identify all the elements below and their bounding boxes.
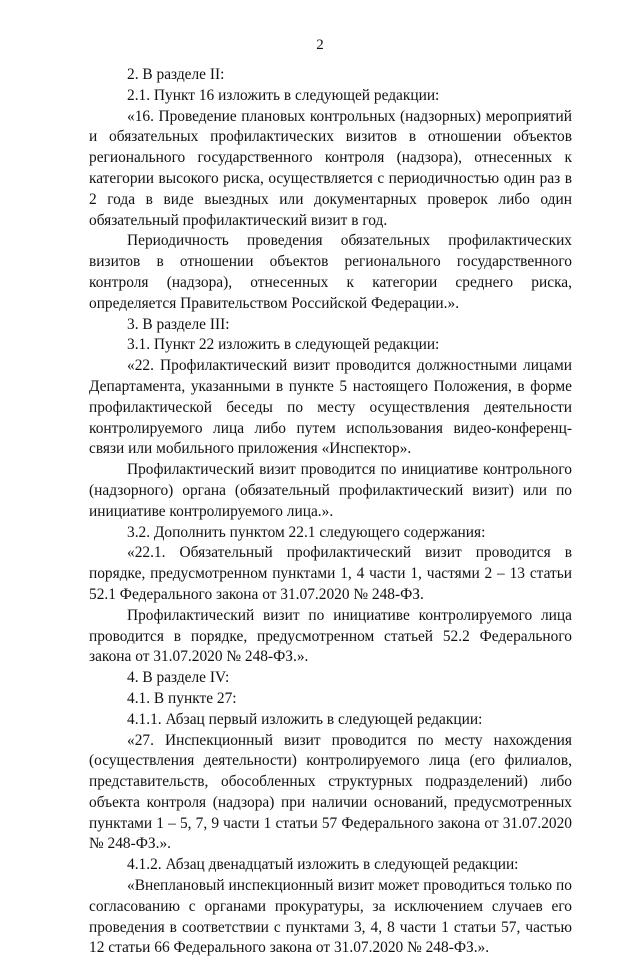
section-heading: 3. В разделе III: [127, 315, 230, 333]
amendment-instruction: 4.1.2. Абзац двенадцатый изложить в следующей редакции: [127, 856, 519, 874]
amendment-paragraph: «27. Инспекционный визит проводится по месту нахождения (осуществления деятельности) контролируемого лица (его филиалов, представительств, обособленных структурных подразделений) либо объекта контроля (надзора) при наличии оснований, предусмотренных пунктами 1 – 5, 7, 9 части 1 статьи 57 Федерального закона от 31.07.2020 № 248-ФЗ.». [89, 731, 572, 853]
amendment-paragraph: «22.1. Обязательный профилактический визит проводится в порядке, предусмотренном пунктами 1, 4 части 1, частями 2 – 13 статьи 52.1 Федерального закона от 31.07.2020 № 248-ФЗ. [89, 544, 572, 603]
amendment-instruction: 4.1. В пункте 27: [127, 689, 237, 707]
amendment-instruction: 3.1. Пункт 22 изложить в следующей редакции: [127, 336, 440, 354]
amendment-paragraph: Периодичность проведения обязательных профилактических визитов в отношении объектов регионального государственного контроля (надзора), отнесенных к категории среднего риска, определяется Правительством Российской Федерации.». [89, 232, 572, 312]
page-number: 2 [316, 37, 324, 53]
amendment-paragraph: Профилактический визит по инициативе контролируемого лица проводится в порядке, предусмотренном статьей 52.2 Федерального закона от 31.07.2020 № 248-ФЗ.». [89, 606, 572, 666]
amendment-paragraph: «16. Проведение плановых контрольных (надзорных) мероприятий и обязательных профилактических визитов в отношении объектов регионального государственного контроля (надзора), отнесенных к категории высокого риска, осуществляется с периодичностью один раз в 2 года в виде выездных или документарных проверок либо один обязательный профилактический визит в год. [89, 107, 572, 229]
amendment-paragraph: «22. Профилактический визит проводится должностными лицами Департамента, указанными в пункте 5 настоящего Положения, в форме профилактической беседы по месту осуществления деятельности контролируемого лица либо путем использования видео-конференц-связи или мобильного приложения «Инспектор». [89, 357, 572, 458]
section-heading: 2. В разделе II: [127, 66, 225, 83]
section-heading: 4. В разделе IV: [127, 669, 230, 687]
amendment-paragraph: «Внеплановый инспекционный визит может проводиться только по согласованию с органами прокуратуры, за исключением случаев его проведения в соответствии с пунктами 3, 4, 8 части 1 статьи 57, частью 12 статьи 66 Федерального закона от 31.07.2020 № 248-ФЗ.». [89, 877, 572, 957]
amendment-instruction: 2.1. Пункт 16 изложить в следующей редакции: [127, 86, 440, 104]
document-body [89, 65, 572, 959]
amendment-instruction: 4.1.1. Абзац первый изложить в следующей редакции: [127, 710, 483, 728]
amendment-instruction: 3.2. Дополнить пунктом 22.1 следующего содержания: [127, 523, 486, 541]
amendment-paragraph: Профилактический визит проводится по инициативе контрольного (надзорного) органа (обязательный профилактический визит) или по инициативе контролируемого лица.». [89, 461, 572, 520]
